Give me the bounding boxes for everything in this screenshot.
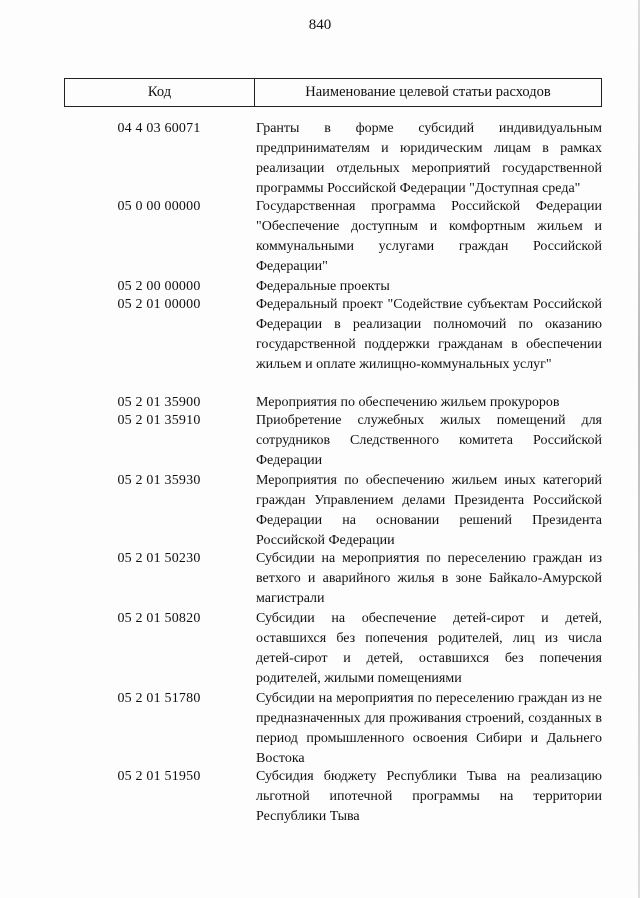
- table-row: [64, 277, 602, 295]
- row-name: Субсидии на обеспечение детей-сирот и детей, оставшихся без попечения родителей, лиц из числа детей-сирот и детей, оставшихся без попечения родителей, жилыми помещениями: [256, 611, 602, 686]
- row-name: Субсидии на мероприятия по переселению граждан из не предназначенных для проживания строений, созданных в период промышленного освоения Сибири и Дальнего Востока: [256, 691, 602, 766]
- table-row: [64, 197, 602, 277]
- table-row: [64, 393, 602, 411]
- row-code: 05 2 01 35900: [117, 395, 201, 410]
- row-code: 05 2 01 00000: [117, 297, 201, 312]
- row-name: Гранты в форме субсидий индивидуальным предпринимателям и юридическим лицам в рамках реализации отдельных мероприятий государственной программы Российской Федерации "Доступная среда": [256, 121, 602, 196]
- table-row: [64, 767, 602, 829]
- row-code: 05 2 01 50230: [117, 551, 201, 566]
- row-name: Мероприятия по обеспечению жильем прокуроров: [256, 395, 560, 410]
- row-name: Федеральный проект "Содействие субъектам Российской Федерации в реализации полномочий по оказанию государственной поддержки гражданам в обеспечении жильем и оплате жилищно-коммунальных услуг": [256, 297, 602, 372]
- row-name: Федеральные проекты: [256, 279, 390, 294]
- row-code: 05 2 01 35910: [117, 413, 201, 428]
- row-code: 05 2 01 51780: [117, 691, 201, 706]
- row-name: Приобретение служебных жилых помещений для сотрудников Следственного комитета Российской Федерации: [256, 413, 602, 468]
- row-code: 05 2 01 50820: [117, 611, 201, 626]
- table-row: [64, 295, 602, 393]
- row-code: 04 4 03 60071: [117, 121, 201, 136]
- table-row: [64, 471, 602, 549]
- row-name: Субсидии на мероприятия по переселению граждан из ветхого и аварийного жилья в зоне Байкало-Амурской магистрали: [256, 551, 602, 606]
- header-code: Код: [65, 79, 255, 106]
- row-code: 05 0 00 00000: [117, 199, 201, 214]
- row-code: 05 2 01 35930: [117, 473, 201, 488]
- table-row: [64, 689, 602, 767]
- table-body: [64, 119, 602, 829]
- table-row: [64, 549, 602, 609]
- table-header: [64, 78, 602, 107]
- header-name: Наименование целевой статьи расходов: [305, 84, 551, 100]
- table-row: [64, 119, 602, 197]
- page-number: 840: [308, 17, 332, 33]
- row-code: 05 2 01 51950: [117, 769, 201, 784]
- row-name: Субсидия бюджету Республики Тыва на реализацию льготной ипотечной программы на территории Республики Тыва: [256, 769, 602, 824]
- table-row: [64, 609, 602, 689]
- row-name: Мероприятия по обеспечению жильем иных категорий граждан Управлением делами Президента Российской Федерации на основании решений Президента Российской Федерации: [256, 473, 602, 548]
- row-code: 05 2 00 00000: [117, 279, 201, 294]
- table-row: [64, 411, 602, 471]
- row-name: Государственная программа Российской Федерации "Обеспечение доступным и комфортным жильем и коммунальными услугами граждан Российской Федерации": [256, 199, 602, 274]
